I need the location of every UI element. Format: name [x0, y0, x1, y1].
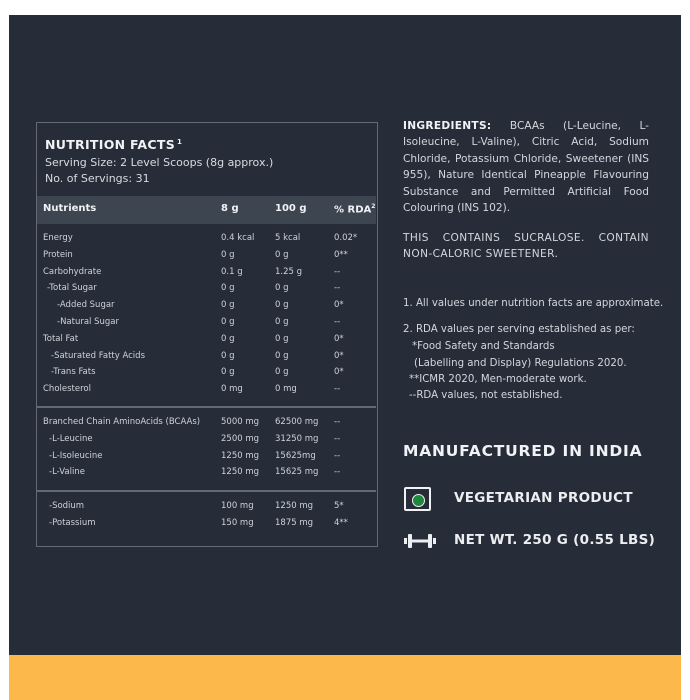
vegetarian-label: VEGETARIAN PRODUCT [454, 490, 633, 506]
table-row [37, 250, 376, 266]
value-rda: 0.02* [334, 233, 358, 243]
nutrient-name: -Saturated Fatty Acids [51, 350, 145, 361]
value-8g: 0 g [221, 333, 235, 344]
value-100g: 0 g [275, 333, 289, 344]
net-weight: NET WT. 250 G (0.55 LBS) [454, 532, 656, 548]
table-row [37, 434, 376, 450]
nutrient-name: -Added Sugar [57, 300, 115, 311]
table-row [37, 351, 376, 367]
header-8g: 8 g [221, 203, 239, 214]
nutrient-name: -Trans Fats [51, 367, 96, 378]
value-rda: 0* [334, 350, 344, 361]
table-row [37, 417, 376, 433]
value-rda: 0* [334, 367, 344, 378]
value-8g: 100 mg [221, 501, 254, 511]
footnote-2: 2. RDA values per serving established as per: [403, 324, 635, 335]
sucralose-notice: THIS CONTAINS SUCRALOSE. CONTAIN NON-CALORIC SWEETENER. [403, 232, 649, 261]
value-rda: 4** [334, 518, 348, 528]
table-row [37, 300, 376, 316]
table-row [37, 283, 376, 299]
value-rda: -- [334, 283, 341, 294]
table-row [37, 334, 376, 350]
header-100g: 100 g [275, 203, 307, 214]
ingredients-list: BCAAs (L-Leucine, L-Isoleucine, L-Valine), Citric Acid, Sodium Chloride, Potassium Chloride, Sweetener (INS 955), Nature Identical Pineapple Flavouring Substance and Permitted Artificial Food Colouring (INS 102). [403, 120, 649, 215]
value-8g: 0 g [221, 350, 235, 361]
nutrient-name: Branched Chain AminoAcids (BCAAs) [43, 417, 201, 427]
value-100g: 1875 mg [275, 518, 314, 528]
servings-count: No. of Servings: 31 [45, 172, 150, 185]
footnote-2b: (Labelling and Display) Regulations 2020. [414, 358, 627, 369]
nutrient-name: -Total Sugar [47, 283, 97, 294]
ingredients-text [403, 118, 649, 216]
value-8g: 0 g [221, 300, 235, 311]
table-row [37, 367, 376, 383]
value-rda: 0* [334, 300, 344, 311]
table-row [37, 501, 376, 517]
value-rda: -- [334, 317, 341, 327]
nutrient-name: -Natural Sugar [57, 317, 120, 327]
table-divider [37, 490, 376, 492]
nutrition-title: NUTRITION FACTS $^1$ [45, 137, 183, 152]
table-header [37, 196, 376, 224]
value-rda: 5* [334, 501, 344, 511]
nutrient-name: -L-Leucine [49, 433, 93, 444]
ingredients-label: INGREDIENTS: [403, 120, 492, 132]
value-rda: 0* [334, 333, 344, 344]
value-100g: 1.25 g [275, 266, 303, 277]
value-100g: 5 kcal [275, 233, 301, 243]
nutrient-name: Protein [43, 249, 73, 260]
value-rda: -- [334, 384, 341, 395]
footnote-2a: *Food Safety and Standards [412, 341, 555, 352]
table-row [37, 233, 376, 249]
value-100g: 62500 mg [275, 417, 319, 427]
table-row [37, 451, 376, 467]
value-8g: 0.1 g [221, 266, 243, 277]
value-100g: 0 g [275, 283, 289, 294]
value-100g: 31250 mg [275, 433, 319, 444]
value-100g: 0 g [275, 317, 289, 327]
value-100g: 1250 mg [275, 501, 314, 511]
value-8g: 1250 mg [221, 450, 260, 461]
nutrient-name: -L-Isoleucine [49, 450, 103, 461]
nutrient-name: -Potassium [49, 518, 96, 528]
value-100g: 0 g [275, 367, 289, 378]
value-8g: 1250 mg [221, 467, 260, 478]
value-rda: -- [334, 266, 341, 277]
value-rda: -- [334, 467, 341, 478]
value-100g: 0 g [275, 300, 289, 311]
nutrient-name: -L-Valine [49, 467, 85, 478]
value-rda: -- [334, 417, 341, 427]
value-8g: 0 g [221, 367, 235, 378]
vegetarian-mark-icon [404, 487, 431, 511]
nutrient-name: Carbohydrate [43, 266, 102, 277]
value-8g: 150 mg [221, 518, 254, 528]
table-divider [37, 406, 376, 408]
table-row [37, 384, 376, 400]
nutrient-name: Energy [43, 233, 73, 243]
value-rda: -- [334, 433, 341, 444]
table-row [37, 317, 376, 333]
footnote-1: 1. All values under nutrition facts are approximate. [403, 298, 664, 309]
nutrient-name: Total Fat [43, 333, 79, 344]
value-100g: 0 g [275, 249, 289, 260]
value-rda: 0** [334, 249, 348, 260]
value-8g: 5000 mg [221, 417, 260, 427]
footnote-2d: --RDA values, not established. [409, 390, 563, 401]
value-8g: 0 g [221, 283, 235, 294]
value-rda: -- [334, 450, 341, 461]
header-nutrients: Nutrients [43, 203, 97, 214]
value-8g: 0 g [221, 317, 235, 327]
table-row [37, 467, 376, 483]
accent-band [9, 655, 681, 700]
serving-size: Serving Size: 2 Level Scoops (8g approx.) [45, 156, 274, 169]
footnote-2c: **ICMR 2020, Men-moderate work. [409, 374, 587, 385]
value-8g: 2500 mg [221, 433, 260, 444]
value-8g: 0 mg [221, 384, 243, 395]
value-100g: 0 g [275, 350, 289, 361]
nutrition-facts-table [36, 122, 378, 547]
value-100g: 15625mg [275, 450, 316, 461]
header-rda: % RDA$^2$ [334, 203, 376, 216]
dumbbell-icon [403, 532, 437, 550]
value-100g: 0 mg [275, 384, 297, 395]
nutrient-name: -Sodium [49, 501, 85, 511]
table-row [37, 267, 376, 283]
nutrient-name: Cholesterol [43, 384, 91, 395]
table-row [37, 518, 376, 534]
value-8g: 0 g [221, 249, 235, 260]
manufactured-in-india: MANUFACTURED IN INDIA [403, 442, 643, 460]
value-8g: 0.4 kcal [221, 233, 255, 243]
value-100g: 15625 mg [275, 467, 319, 478]
